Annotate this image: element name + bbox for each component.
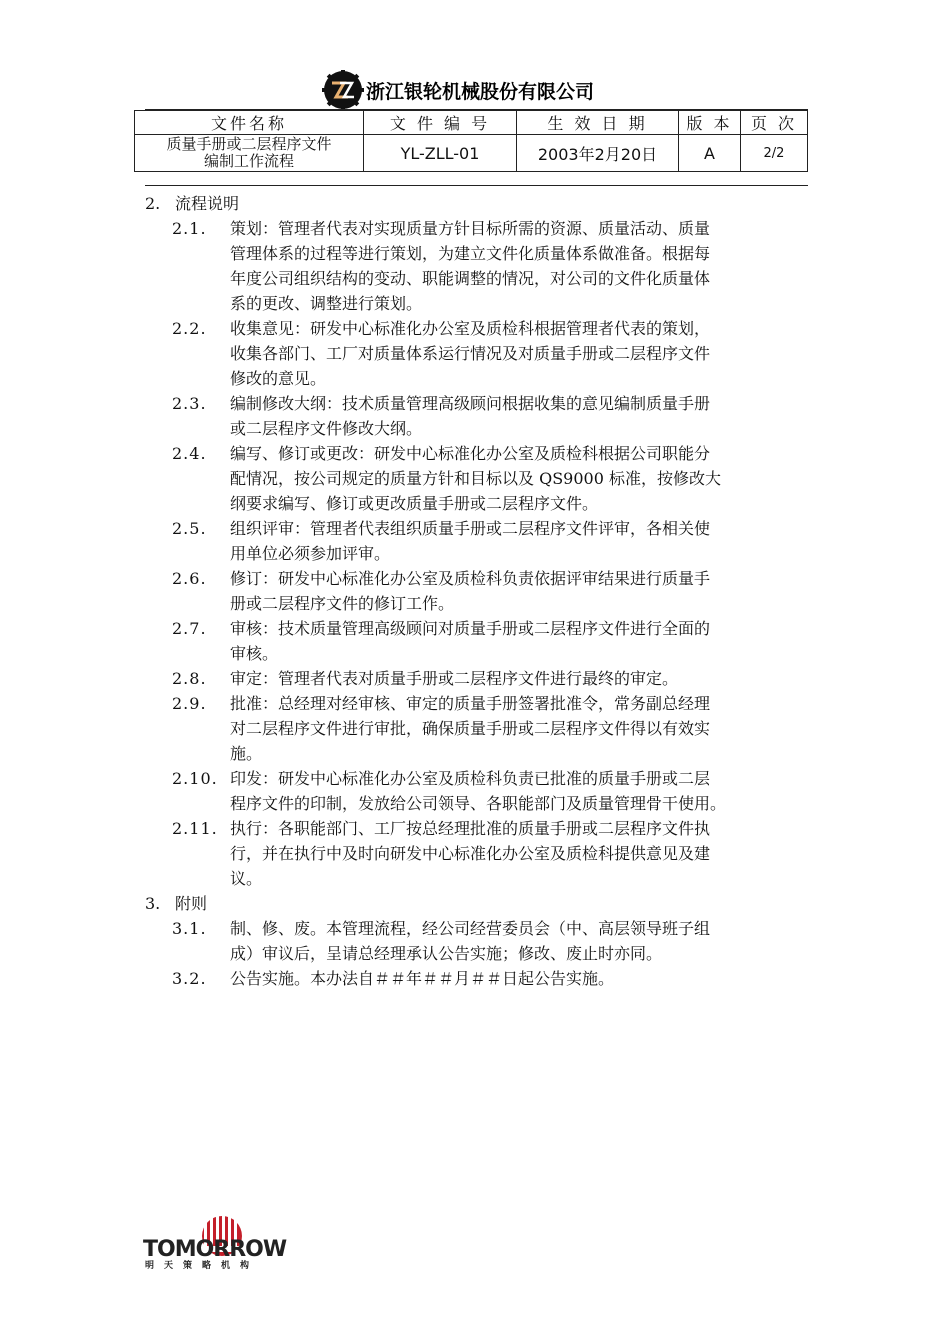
list-item [145,216,825,316]
text-line: 程序文件的印制，发放给公司领导、各职能部门及质量管理骨干使用。 [230,794,727,813]
section-title: 流程说明 [175,194,240,213]
header-page: 页 次 [741,111,808,135]
table-value-row [135,135,808,172]
item-number: 2.11. [172,819,218,838]
text-line: 议。 [230,869,263,888]
text-line: 编写、修订或更改：研发中心标准化办公室及质检科根据公司职能分 [230,444,711,463]
text-line: 配情况，按公司规定的质量方针和目标以及 QS9000 标准，按修改大 [230,469,721,488]
header-doc-name: 文件名称 [135,111,364,135]
doc-code-value: YL-ZLL-01 [364,135,517,172]
text-line: 行，并在执行中及时向研发中心标准化办公室及质检科提供意见及建 [230,844,711,863]
table-header-row [135,111,808,135]
list-item [145,966,825,991]
text-line: 年度公司组织结构的变动、职能调整的情况，对公司的文件化质量体 [230,269,711,288]
text-line: 公告实施。本办法自＃＃年＃＃月＃＃日起公告实施。 [230,969,615,988]
text-line: 册或二层程序文件的修订工作。 [230,594,455,613]
item-number: 2.8. [172,669,207,688]
list-item [145,391,825,441]
item-text [230,391,810,441]
list-item [145,316,825,391]
section-number: 2. [145,194,161,213]
text-line: 审核。 [230,644,279,663]
text-line: 对二层程序文件进行审批，确保质量手册或二层程序文件得以有效实 [230,719,711,738]
text-line: 纲要求编写、修订或更改质量手册或二层程序文件。 [230,494,599,513]
list-item [145,691,825,766]
text-line: 编制修改大纲：技术质量管理高级顾问根据收集的意见编制质量手册 [230,394,711,413]
text-line: 用单位必须参加评审。 [230,544,391,563]
item-text [230,916,810,966]
item-text [230,691,810,766]
doc-name-line: 编制工作流程 [203,152,294,170]
text-line: 修订：研发中心标准化办公室及质检科负责依据评审结果进行质量手 [230,569,711,588]
table-bottom-rule [145,185,808,186]
item-text [230,216,810,316]
item-number: 2.6. [172,569,207,588]
text-line: 或二层程序文件修改大纲。 [230,419,423,438]
section-heading [145,891,825,916]
header-effective-date: 生 效 日 期 [517,111,679,135]
section-title: 附则 [175,894,208,913]
tomorrow-logo-icon [143,1210,305,1270]
document-info-table [134,110,808,172]
list-item [145,441,825,516]
item-number: 2.2. [172,319,207,338]
item-number: 3.2. [172,969,207,988]
item-number: 2.3. [172,394,207,413]
item-number: 2.10. [172,769,218,788]
text-line: 施。 [230,744,263,763]
section-number: 3. [145,894,161,913]
list-item [145,566,825,616]
item-number: 2.5. [172,519,207,538]
item-text [230,666,810,691]
item-number: 2.7. [172,619,207,638]
item-text [230,966,810,991]
text-line: 收集意见：研发中心标准化办公室及质检科根据管理者代表的策划， [230,319,711,338]
text-line: 制、修、废。本管理流程，经公司经营委员会（中、高层领导班子组 [230,919,711,938]
text-line: 批准：总经理对经审核、审定的质量手册签署批准令，常务副总经理 [230,694,711,713]
item-number: 2.1. [172,219,207,238]
list-item [145,916,825,966]
company-name: 浙江银轮机械股份有限公司 [366,80,595,103]
text-line: 审核：技术质量管理高级顾问对质量手册或二层程序文件进行全面的 [230,619,711,638]
text-line: 成）审议后，呈请总经理承认公告实施；修改、废止时亦同。 [230,944,663,963]
item-number: 2.4. [172,444,207,463]
version-value: A [679,135,741,172]
text-line: 修改的意见。 [230,369,327,388]
text-line: 系的更改、调整进行策划。 [230,294,423,313]
text-line: 审定：管理者代表对质量手册或二层程序文件进行最终的审定。 [230,669,679,688]
item-text [230,566,810,616]
header-version: 版 本 [679,111,741,135]
document-body [145,191,825,991]
item-text [230,816,810,891]
item-number: 3.1. [172,919,207,938]
company-logo-icon [322,70,364,110]
list-item [145,816,825,891]
logo-wordmark: TOMORROW [143,1237,287,1262]
item-text [230,616,810,666]
item-text [230,441,810,516]
doc-name-value [135,135,364,172]
list-item [145,666,825,691]
list-item [145,766,825,816]
text-line: 管理体系的过程等进行策划，为建立文件化质量体系做准备。根据每 [230,244,711,263]
text-line: 组织评审：管理者代表组织质量手册或二层程序文件评审，各相关使 [230,519,711,538]
list-item [145,616,825,666]
header-doc-code: 文 件 编 号 [364,111,517,135]
item-text [230,316,810,391]
company-header [322,70,594,110]
item-text [230,766,810,816]
page-value: 2/2 [741,135,808,172]
text-line: 印发：研发中心标准化办公室及质检科负责已批准的质量手册或二层 [230,769,711,788]
text-line: 收集各部门、工厂对质量体系运行情况及对质量手册或二层程序文件 [230,344,711,363]
text-line: 策划：管理者代表对实现质量方针目标所需的资源、质量活动、质量 [230,219,711,238]
logo-subtext: 明天策略机构 [145,1261,260,1270]
item-text [230,516,810,566]
doc-name-line: 质量手册或二层程序文件 [166,135,332,153]
text-line: 执行：各职能部门、工厂按总经理批准的质量手册或二层程序文件执 [230,819,711,838]
item-number: 2.9. [172,694,207,713]
list-item [145,516,825,566]
section-heading [145,191,825,216]
effective-date-value: 2003年2月20日 [517,135,679,172]
